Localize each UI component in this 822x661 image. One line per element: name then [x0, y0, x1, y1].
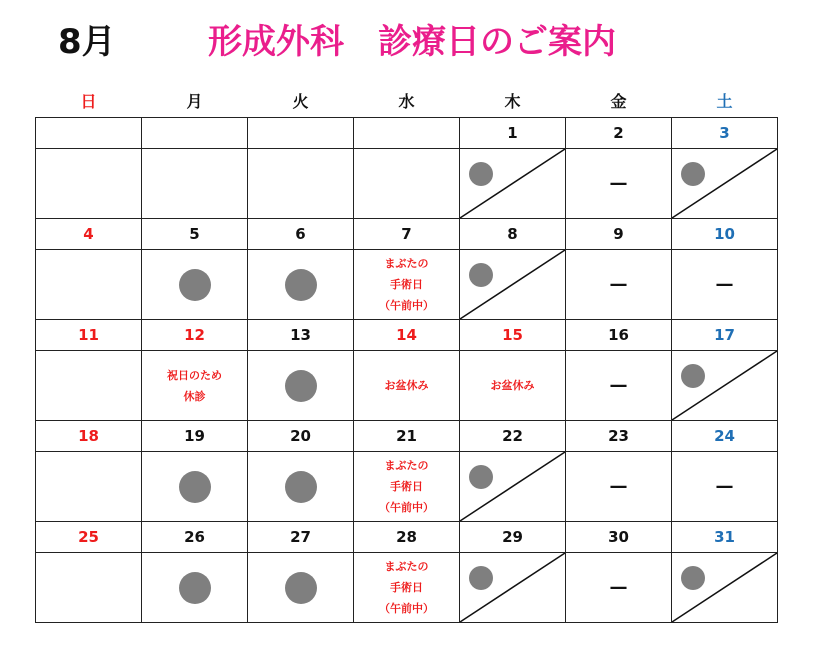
full-day-cell: [248, 553, 354, 623]
closed-cell: [566, 452, 672, 522]
date-row: [36, 118, 778, 149]
date-cell: 25: [36, 522, 142, 553]
date-cell: [36, 118, 142, 149]
date-cell: 23: [566, 421, 672, 452]
schedule-cell: [354, 149, 460, 219]
weekday-tue: 火: [292, 91, 309, 111]
page-title: 形成外科 診療日のご案内: [208, 22, 616, 62]
half-day-cell: [672, 351, 778, 421]
half-day-cell: [460, 149, 566, 219]
consultation-dot-icon: [179, 572, 211, 604]
schedule-row: [36, 553, 778, 623]
date-cell: 26: [142, 522, 248, 553]
weekday-thu: 木: [504, 91, 521, 111]
date-cell: 13: [248, 320, 354, 351]
full-day-cell: [248, 250, 354, 320]
date-cell: 10: [672, 219, 778, 250]
obon-note: お盆休み: [384, 379, 429, 392]
holiday-note: 祝日のため 休診: [167, 368, 222, 403]
schedule-row: [36, 351, 778, 421]
surgery-note: まぶたの 手術日 （午前中）: [379, 459, 434, 514]
obon-note: お盆休み: [490, 379, 535, 392]
full-day-cell: [142, 250, 248, 320]
obon-cell: [354, 351, 460, 421]
schedule-cell: [36, 149, 142, 219]
date-cell: 31: [672, 522, 778, 553]
date-cell: 12: [142, 320, 248, 351]
date-cell: 1: [460, 118, 566, 149]
date-cell: 20: [248, 421, 354, 452]
consultation-dot-icon: [285, 471, 317, 503]
consultation-dot-icon: [681, 162, 705, 186]
closed-dash: —: [609, 274, 628, 295]
closed-cell: [672, 250, 778, 320]
date-cell: [142, 118, 248, 149]
closed-cell: [566, 149, 672, 219]
date-cell: 5: [142, 219, 248, 250]
closed-dash: —: [715, 476, 734, 497]
weekday-mon: 月: [186, 91, 203, 111]
holiday-cell: [142, 351, 248, 421]
date-cell: 6: [248, 219, 354, 250]
surgery-cell: [354, 250, 460, 320]
date-cell: 17: [672, 320, 778, 351]
date-cell: 2: [566, 118, 672, 149]
consultation-dot-icon: [469, 263, 493, 287]
closed-dash: —: [609, 375, 628, 396]
consultation-dot-icon: [469, 162, 493, 186]
consultation-dot-icon: [469, 566, 493, 590]
month-label: 8月: [58, 22, 116, 62]
weekday-sun: 日: [80, 91, 97, 111]
date-cell: 30: [566, 522, 672, 553]
schedule-cell: [36, 250, 142, 320]
consultation-dot-icon: [285, 572, 317, 604]
schedule-row: [36, 250, 778, 320]
consultation-dot-icon: [469, 465, 493, 489]
full-day-cell: [142, 452, 248, 522]
schedule-cell: [36, 351, 142, 421]
schedule-cell: [36, 553, 142, 623]
consultation-dot-icon: [179, 269, 211, 301]
date-cell: 9: [566, 219, 672, 250]
closed-cell: [672, 452, 778, 522]
date-cell: 29: [460, 522, 566, 553]
date-row: [36, 219, 778, 250]
date-row: [36, 522, 778, 553]
date-row: [36, 421, 778, 452]
consultation-dot-icon: [681, 364, 705, 388]
date-cell: 4: [36, 219, 142, 250]
date-cell: 14: [354, 320, 460, 351]
full-day-cell: [248, 351, 354, 421]
date-cell: 16: [566, 320, 672, 351]
surgery-note: まぶたの 手術日 （午前中）: [379, 560, 434, 615]
date-cell: 3: [672, 118, 778, 149]
closed-cell: [566, 351, 672, 421]
date-cell: 15: [460, 320, 566, 351]
weekday-fri: 金: [610, 91, 627, 111]
surgery-cell: [354, 553, 460, 623]
date-cell: 18: [36, 421, 142, 452]
schedule-row: [36, 452, 778, 522]
date-cell: 11: [36, 320, 142, 351]
date-cell: 19: [142, 421, 248, 452]
date-cell: [354, 118, 460, 149]
half-day-cell: [460, 452, 566, 522]
closed-dash: —: [609, 173, 628, 194]
date-cell: 27: [248, 522, 354, 553]
schedule-cell: [36, 452, 142, 522]
date-row: [36, 320, 778, 351]
consultation-dot-icon: [681, 566, 705, 590]
consultation-dot-icon: [285, 370, 317, 402]
date-cell: 22: [460, 421, 566, 452]
half-day-cell: [672, 149, 778, 219]
closed-cell: [566, 553, 672, 623]
surgery-cell: [354, 452, 460, 522]
half-day-cell: [460, 250, 566, 320]
weekday-header-row: [36, 83, 778, 118]
weekday-wed: 水: [398, 91, 415, 111]
full-day-cell: [142, 553, 248, 623]
closed-cell: [566, 250, 672, 320]
schedule-row: [36, 149, 778, 219]
calendar-table: [35, 83, 778, 623]
date-cell: 8: [460, 219, 566, 250]
half-day-cell: [672, 553, 778, 623]
closed-dash: —: [715, 274, 734, 295]
date-cell: [248, 118, 354, 149]
consultation-dot-icon: [179, 471, 211, 503]
obon-cell: [460, 351, 566, 421]
date-cell: 7: [354, 219, 460, 250]
date-cell: 24: [672, 421, 778, 452]
schedule-cell: [142, 149, 248, 219]
full-day-cell: [248, 452, 354, 522]
schedule-cell: [248, 149, 354, 219]
date-cell: 28: [354, 522, 460, 553]
date-cell: 21: [354, 421, 460, 452]
weekday-sat: 土: [716, 91, 733, 111]
closed-dash: —: [609, 476, 628, 497]
surgery-note: まぶたの 手術日 （午前中）: [379, 257, 434, 312]
closed-dash: —: [609, 577, 628, 598]
half-day-cell: [460, 553, 566, 623]
consultation-dot-icon: [285, 269, 317, 301]
